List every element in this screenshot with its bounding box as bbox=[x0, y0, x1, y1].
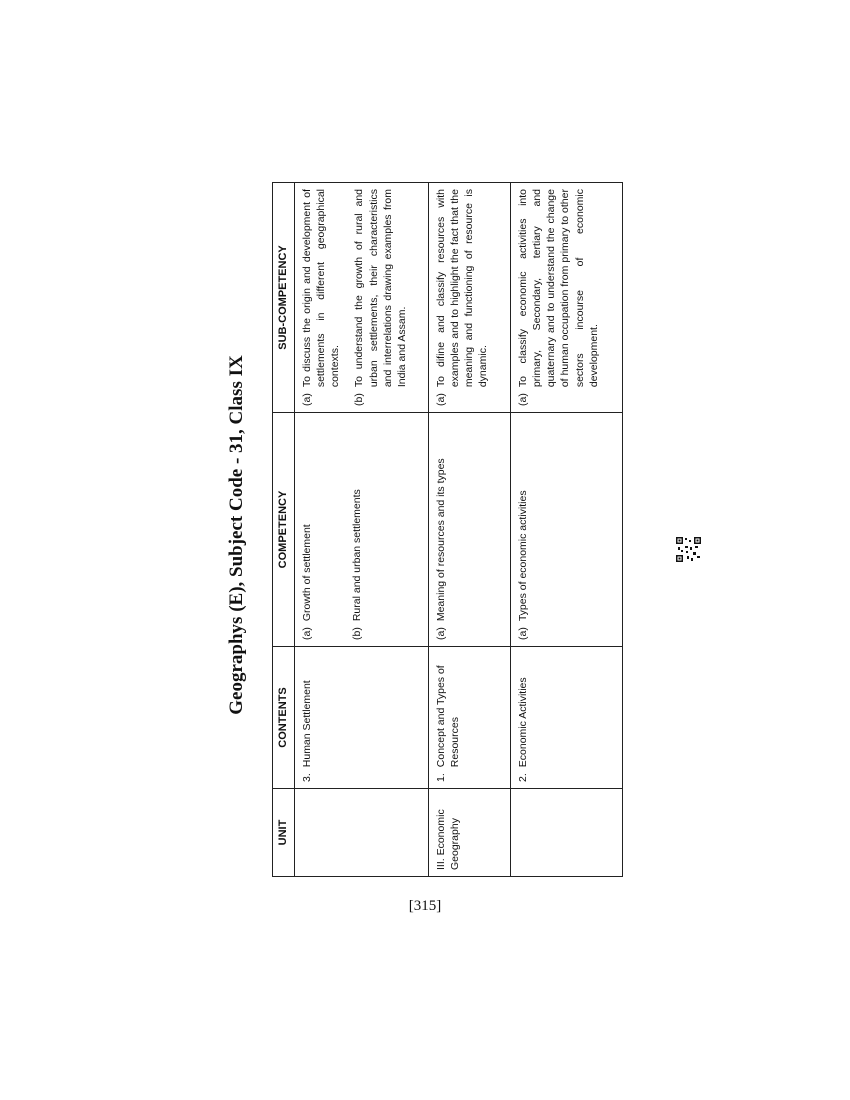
content-text: Concept and Types of Resources bbox=[434, 665, 462, 768]
sub-competency-cell bbox=[510, 183, 622, 413]
item-label: (a) bbox=[516, 393, 529, 406]
item-label: (a) bbox=[434, 627, 447, 640]
item-label: (a) bbox=[300, 627, 313, 640]
table-row bbox=[510, 183, 622, 877]
qr-code-icon bbox=[676, 537, 701, 562]
syllabus-table bbox=[272, 182, 623, 877]
contents-cell bbox=[428, 647, 510, 789]
item-label: (a) bbox=[516, 627, 529, 640]
table-header-row bbox=[273, 183, 295, 877]
competency-text: Rural and urban settlements bbox=[351, 489, 364, 622]
content-number: 3. bbox=[300, 773, 313, 782]
header-sub-competency: SUB-COMPETENCY bbox=[273, 183, 295, 413]
unit-cell: III. Economic Geography bbox=[428, 789, 510, 877]
content-number: 2. bbox=[516, 773, 529, 782]
page-title: Geographys (E), Subject Code - 31, Class IX bbox=[226, 355, 247, 715]
unit-cell bbox=[294, 789, 428, 877]
syllabus-table-container bbox=[272, 183, 622, 878]
sub-competency-text: To difine and classify resources with examples and to highlight the fact that the meaning and functioning of resource is dynamic. bbox=[434, 189, 490, 388]
header-competency: COMPETENCY bbox=[273, 413, 295, 647]
competency-text: Meaning of resources and its types bbox=[434, 458, 447, 622]
sub-competency-text: To discuss the origin and development of settlements in different geographical contexts. bbox=[300, 189, 342, 388]
content-number: 1. bbox=[434, 773, 447, 782]
table-row bbox=[294, 183, 428, 877]
contents-cell bbox=[294, 647, 428, 789]
sub-competency-text: To understand the growth of rural and urban settlements, their characteristics and interrelations drawing examples from India and Assam. bbox=[353, 189, 408, 388]
item-label: (a) bbox=[434, 393, 447, 406]
table-row bbox=[428, 183, 510, 877]
sub-competency-text: To classify economic activities into primary, Secondary, tertiary and quaternary and to understand the change of human occupation from primary to other sectors incourse of economic development. bbox=[516, 189, 600, 388]
competency-text: Types of economic activities bbox=[516, 490, 529, 622]
item-label: (a) bbox=[300, 393, 313, 406]
unit-cell bbox=[510, 789, 622, 877]
competency-cell bbox=[294, 413, 428, 647]
content-text: Human Settlement bbox=[300, 680, 313, 768]
content-text: Economic Activities bbox=[516, 677, 529, 768]
contents-cell bbox=[510, 647, 622, 789]
item-label: (b) bbox=[351, 627, 364, 640]
sub-competency-cell bbox=[294, 183, 428, 413]
header-unit: UNIT bbox=[273, 789, 295, 877]
item-label: (b) bbox=[353, 393, 366, 406]
competency-text: Growth of settlement bbox=[300, 524, 313, 622]
page-number: [315] bbox=[408, 898, 442, 914]
header-contents: CONTENTS bbox=[273, 647, 295, 789]
sub-competency-cell bbox=[428, 183, 510, 413]
competency-cell bbox=[428, 413, 510, 647]
competency-cell bbox=[510, 413, 622, 647]
